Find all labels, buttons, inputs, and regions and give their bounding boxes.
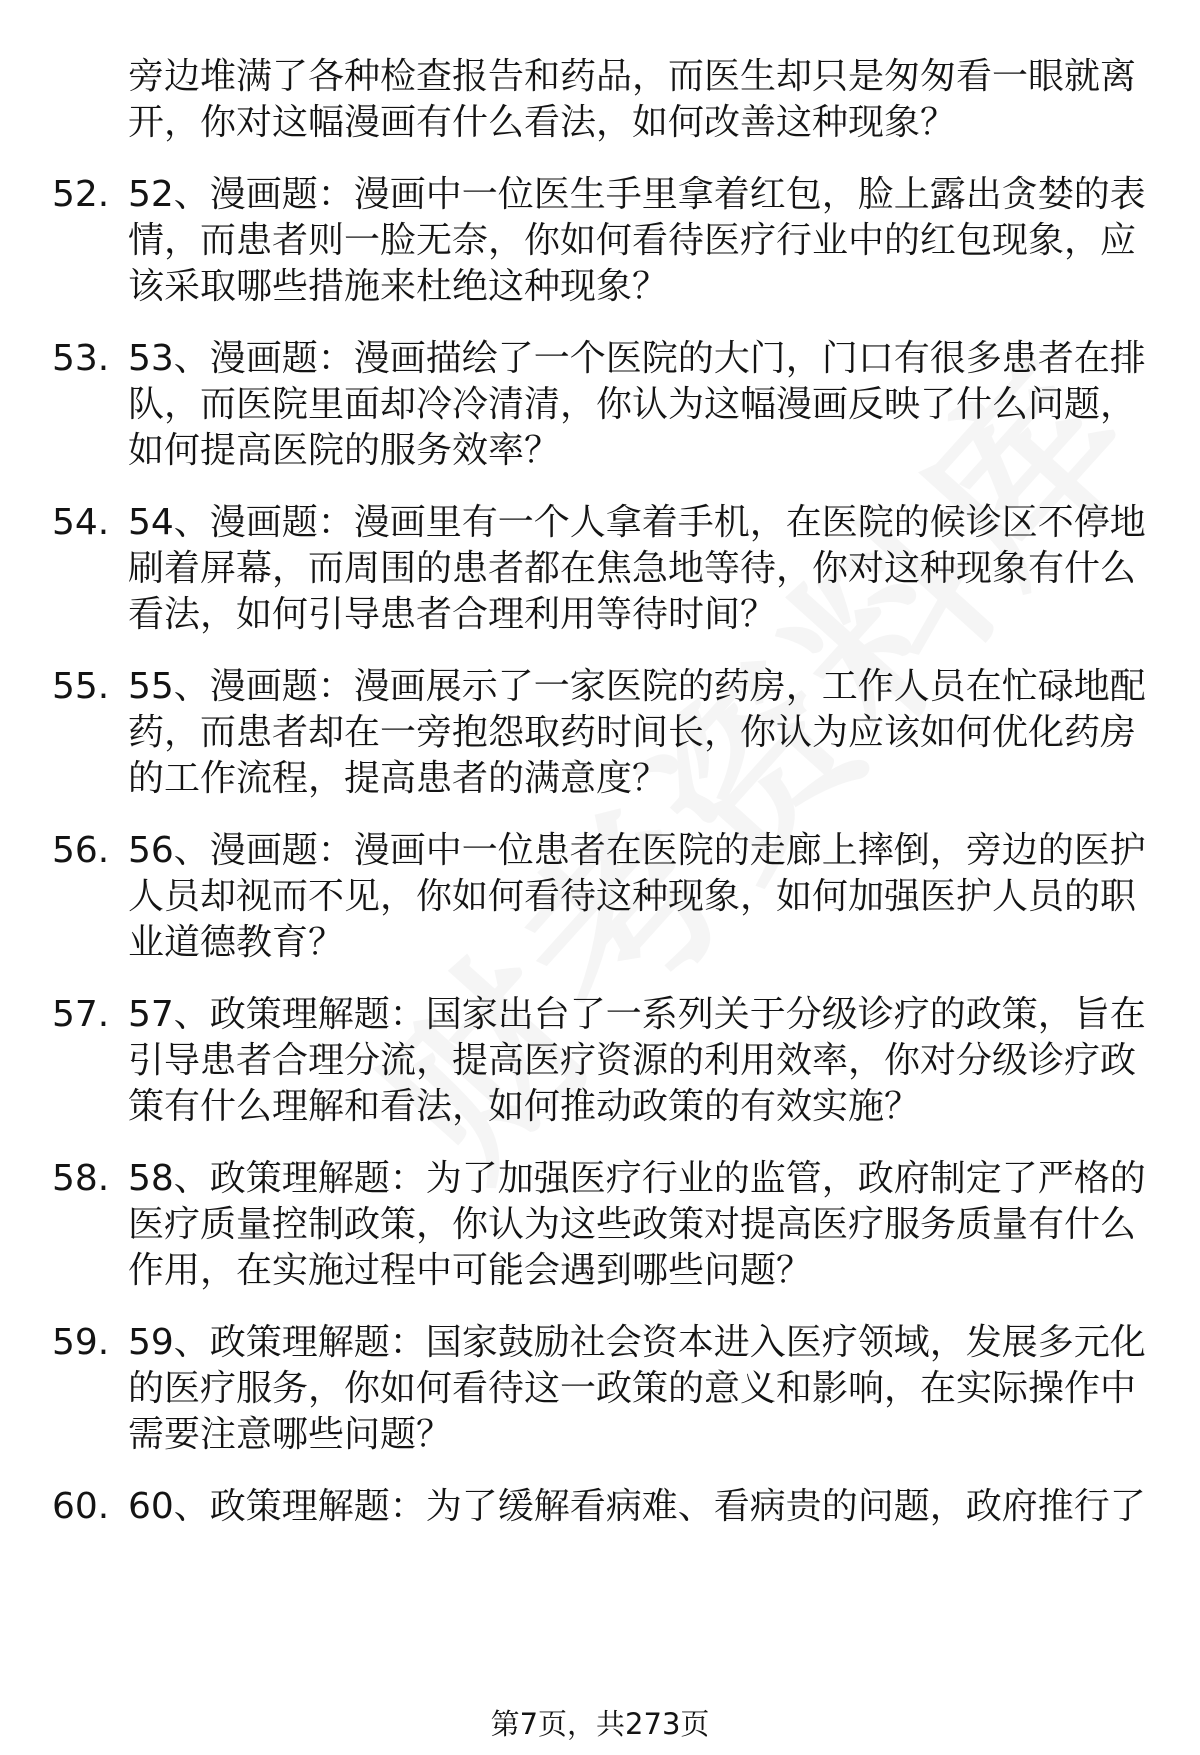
- question-line: 的工作流程，提高患者的满意度？: [128, 758, 669, 799]
- question-number: 52.: [52, 174, 110, 215]
- question-number: 59.: [52, 1322, 110, 1363]
- question-number: 58.: [52, 1158, 110, 1199]
- question-line: 药，而患者却在一旁抱怨取药时间长，你认为应该如何优化药房: [128, 712, 1137, 753]
- question-line: 58、政策理解题：为了加强医疗行业的监管，政府制定了严格的: [128, 1158, 1146, 1199]
- question-line: 54、漫画题：漫画里有一个人拿着手机，在医院的候诊区不停地: [128, 502, 1146, 543]
- question-line: 策有什么理解和看法，如何推动政策的有效实施？: [128, 1086, 921, 1127]
- question-line: 人员却视而不见，你如何看待这种现象，如何加强医护人员的职: [128, 876, 1137, 917]
- question-line: 52、漫画题：漫画中一位医生手里拿着红包，脸上露出贪婪的表: [128, 174, 1146, 215]
- question-number: 55.: [52, 666, 110, 707]
- question-line: 需要注意哪些问题？: [128, 1414, 453, 1455]
- question-line: 如何提高医院的服务效率？: [128, 430, 561, 471]
- question-line: 56、漫画题：漫画中一位患者在医院的走廊上摔倒，旁边的医护: [128, 830, 1146, 871]
- question-line: 业道德教育？: [128, 922, 345, 963]
- question-line: 作用，在实施过程中可能会遇到哪些问题？: [128, 1250, 813, 1291]
- question-line: 60、政策理解题：为了缓解看病难、看病贵的问题，政府推行了: [128, 1486, 1146, 1527]
- question-number: 54.: [52, 502, 110, 543]
- question-line: 医疗质量控制政策，你认为这些政策对提高医疗服务质量有什么: [128, 1204, 1137, 1245]
- question-line: 情，而患者则一脸无奈，你如何看待医疗行业中的红包现象，应: [128, 220, 1137, 261]
- intro-line: 旁边堆满了各种检查报告和药品，而医生却只是匆匆看一眼就离: [128, 56, 1137, 97]
- question-line: 53、漫画题：漫画描绘了一个医院的大门，门口有很多患者在排: [128, 338, 1146, 379]
- question-line: 看法，如何引导患者合理利用等待时间？: [128, 594, 777, 635]
- question-line: 59、政策理解题：国家鼓励社会资本进入医疗领域，发展多元化: [128, 1322, 1146, 1363]
- question-line: 刷着屏幕，而周围的患者都在焦急地等待，你对这种现象有什么: [128, 548, 1137, 589]
- question-line: 该采取哪些措施来杜绝这种现象？: [128, 266, 669, 307]
- question-line: 的医疗服务，你如何看待这一政策的意义和影响，在实际操作中: [128, 1368, 1137, 1409]
- intro-line: 开，你对这幅漫画有什么看法，如何改善这种现象？: [128, 102, 957, 143]
- question-line: 55、漫画题：漫画展示了一家医院的药房，工作人员在忙碌地配: [128, 666, 1146, 707]
- question-number: 56.: [52, 830, 110, 871]
- question-line: 57、政策理解题：国家出台了一系列关于分级诊疗的政策，旨在: [128, 994, 1146, 1035]
- question-line: 队，而医院里面却冷冷清清，你认为这幅漫画反映了什么问题，: [128, 384, 1137, 425]
- question-number: 57.: [52, 994, 110, 1035]
- question-number: 60.: [52, 1486, 110, 1527]
- page-number: 第7页，共273页: [490, 1707, 710, 1741]
- question-line: 引导患者合理分流，提高医疗资源的利用效率，你对分级诊疗政: [128, 1040, 1137, 1081]
- question-number: 53.: [52, 338, 110, 379]
